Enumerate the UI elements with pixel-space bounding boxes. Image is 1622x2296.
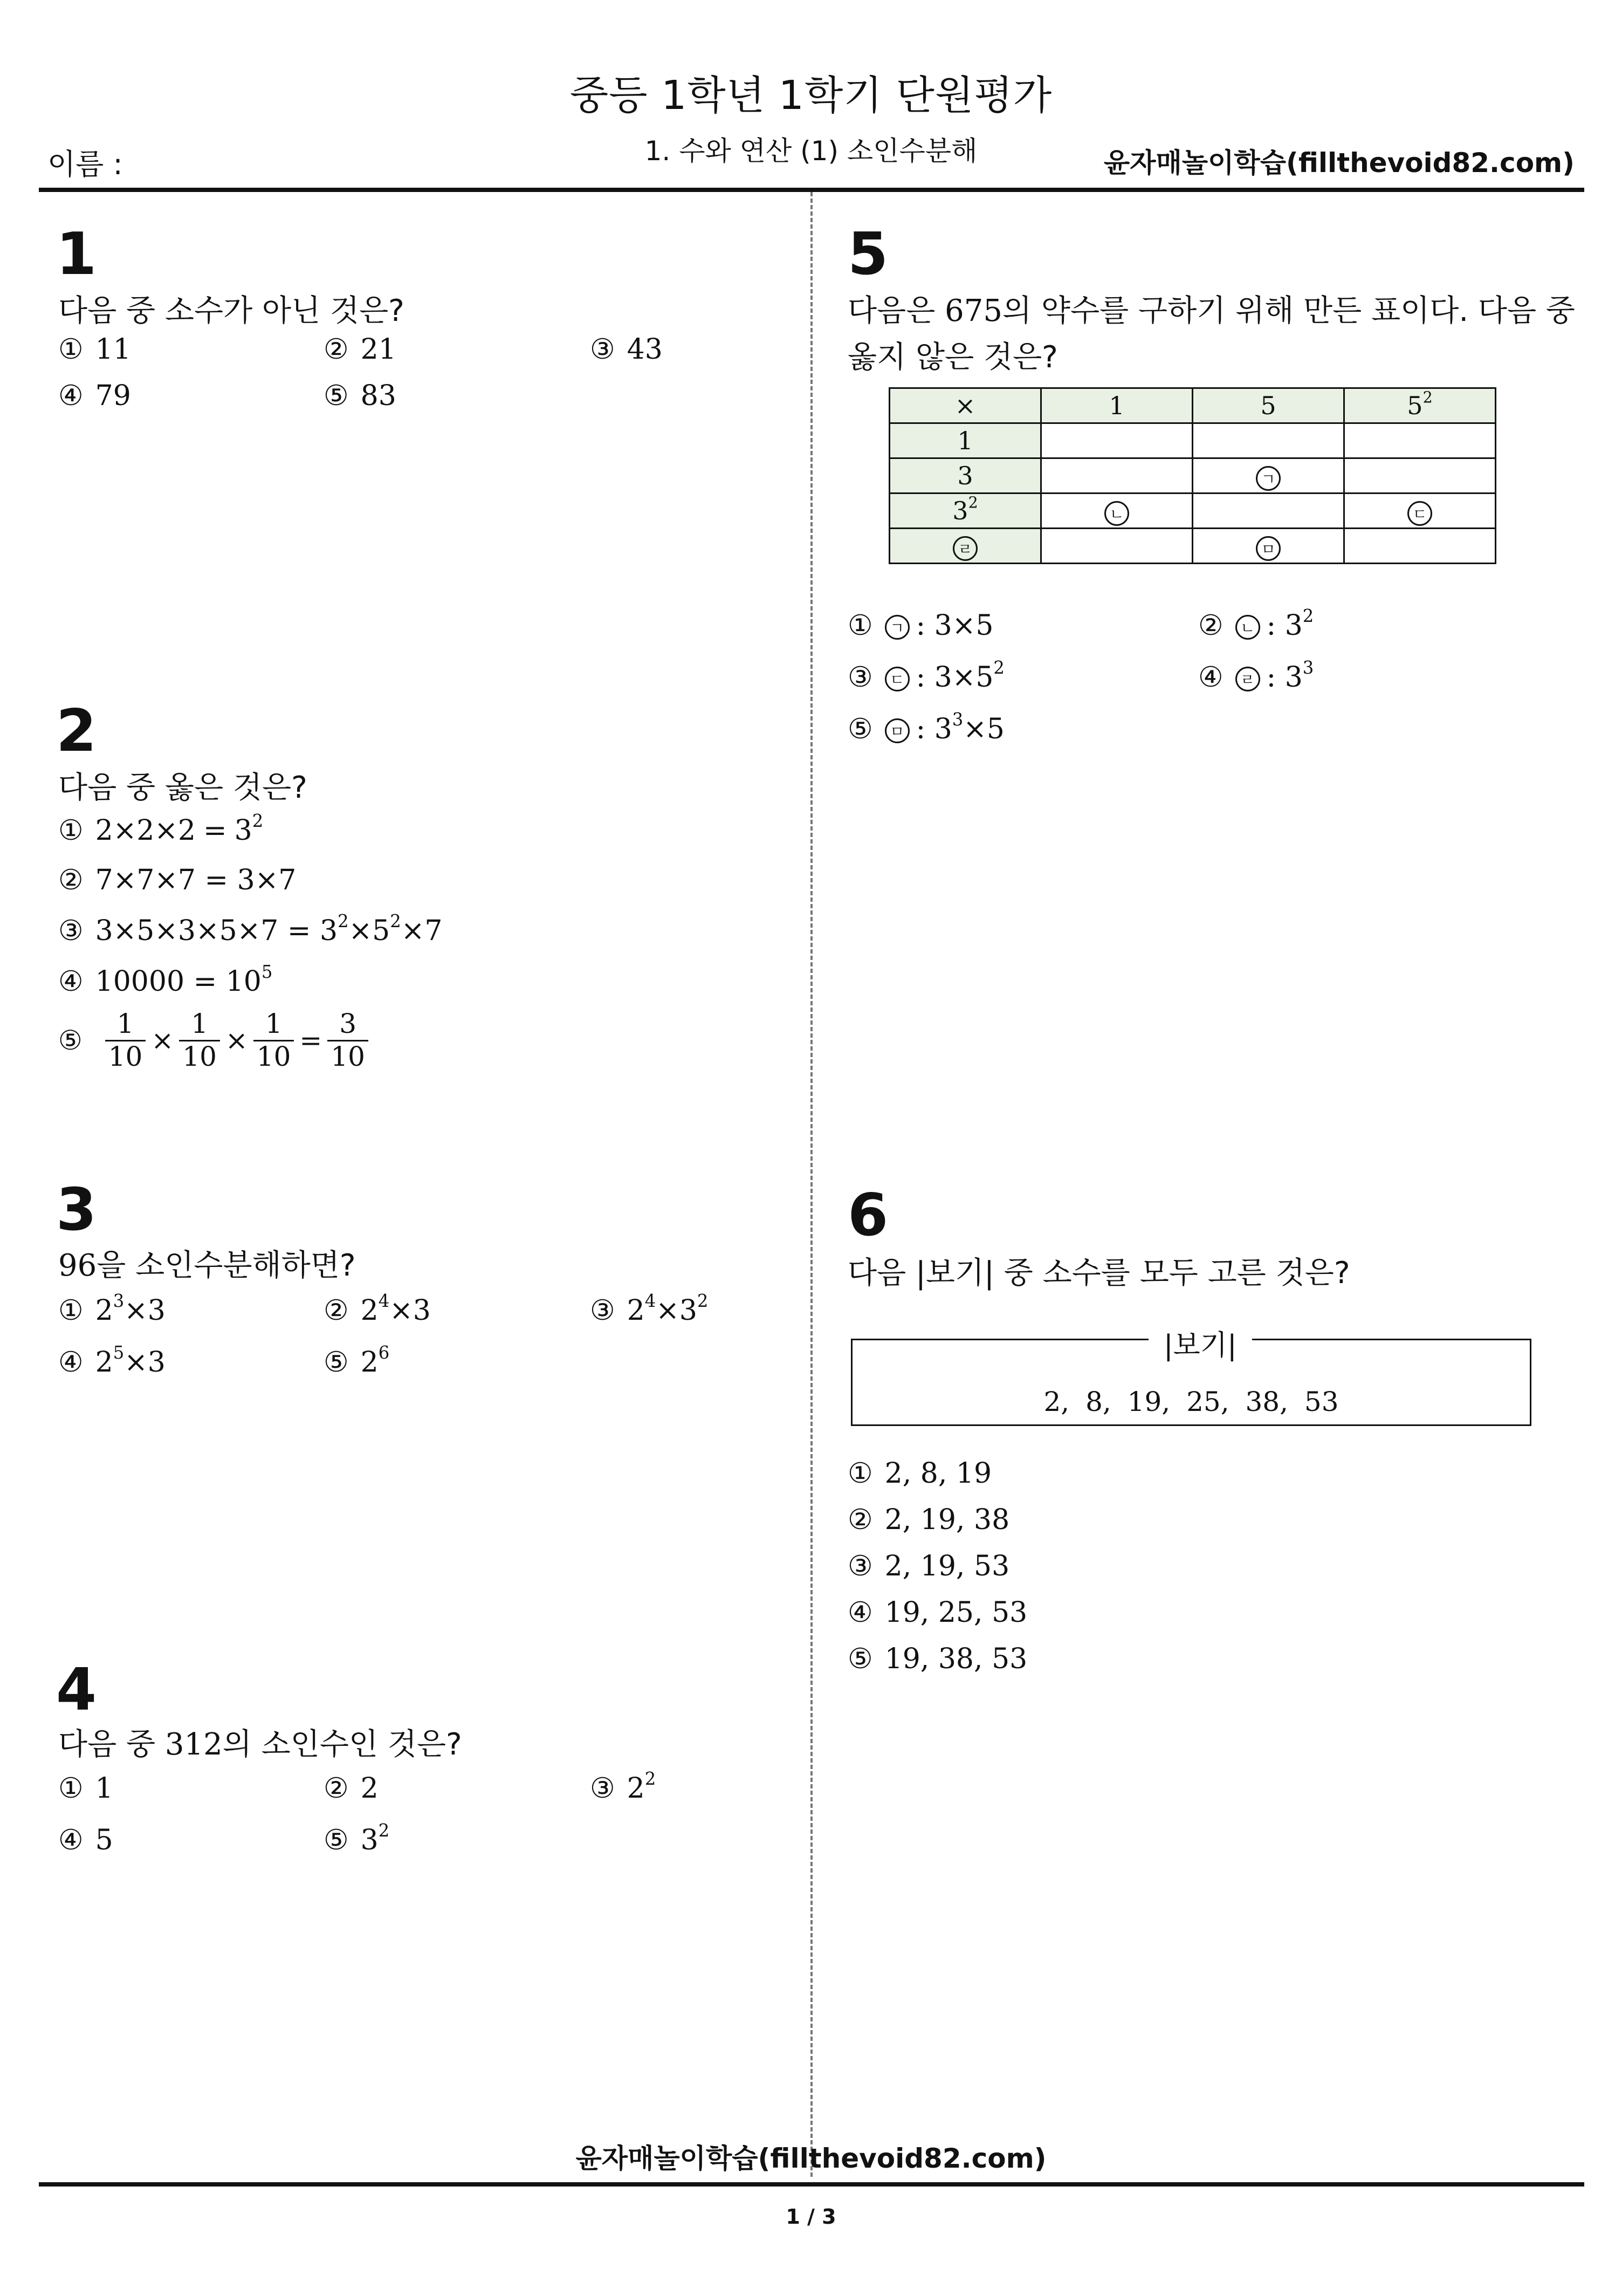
option-mark: ④ xyxy=(58,380,84,412)
symbol-mieum: ㅁ xyxy=(1256,536,1281,561)
option-mark: ③ xyxy=(590,333,615,366)
option-mark: ③ xyxy=(590,1772,615,1805)
option-lhs: 10000 = xyxy=(95,965,226,998)
problem-5-option-4[interactable]: ④ ㄹ : $3^3$ xyxy=(1198,657,1314,694)
option-text: 7×7×7 = 3×7 xyxy=(95,864,297,896)
problem-6-option-3[interactable] xyxy=(848,1550,1009,1582)
option-text: 19, 25, 53 xyxy=(884,1596,1028,1629)
option-text: 83 xyxy=(360,380,396,412)
table-col-header: 1 xyxy=(1041,388,1193,423)
table-row-header: 3 xyxy=(890,458,1041,494)
option-mark: ① xyxy=(848,609,873,642)
option-base: 3 xyxy=(319,915,338,947)
option-text: 79 xyxy=(95,380,131,412)
problem-2-number: 2 xyxy=(56,697,97,765)
problem-2-option-1[interactable] xyxy=(58,810,264,847)
problem-4-question: 다음 중 312의 소인수인 것은? xyxy=(58,1727,462,1762)
option-mark: ④ xyxy=(58,1824,84,1856)
page-number: 1 / 3 xyxy=(786,2205,836,2229)
name-label: 이름 : xyxy=(47,147,123,181)
option-mark: ① xyxy=(58,1772,84,1805)
option-mark: ③ xyxy=(590,1294,615,1327)
problem-6-option-5[interactable] xyxy=(848,1643,1027,1675)
table-cell xyxy=(1344,423,1496,458)
option-lhs: 2×2×2 xyxy=(95,814,196,847)
option-mark: ② xyxy=(324,1294,349,1327)
option-mark: ④ xyxy=(1198,661,1224,694)
symbol-digeut: ㄷ xyxy=(1407,501,1432,526)
problem-4-option-1[interactable]: ① 1 xyxy=(58,1772,113,1805)
symbol-nieun: ㄴ xyxy=(1104,501,1129,526)
option-base: 10 xyxy=(225,965,262,998)
problem-2-option-5[interactable] xyxy=(58,1009,370,1072)
table-col-header: $5^2$ xyxy=(1344,388,1496,423)
table-corner: × xyxy=(890,388,1041,423)
option-mark: ② xyxy=(848,1504,873,1536)
times-sign: × xyxy=(225,1025,248,1056)
divisor-table xyxy=(889,387,1496,564)
table-row-header: $3^2$ xyxy=(890,494,1041,529)
page-title: 중등 1학년 1학기 단원평가 xyxy=(569,72,1053,119)
problem-6-option-2[interactable] xyxy=(848,1504,1009,1536)
example-box-title: |보기| xyxy=(1149,1322,1252,1363)
option-equals: = xyxy=(203,814,227,847)
problem-5-number: 5 xyxy=(848,221,889,288)
problem-4-option-2[interactable]: ② 2 xyxy=(324,1772,379,1805)
table-row-header xyxy=(890,529,1041,564)
problem-4-option-5[interactable]: ⑤ $3^2$ xyxy=(324,1820,390,1856)
problem-2-option-4[interactable] xyxy=(58,961,273,998)
option-times: × xyxy=(348,915,373,947)
problem-3-option-3[interactable]: ③ $2^4\times 3^2$ xyxy=(590,1290,709,1327)
example-box-values: 2, 8, 19, 25, 38, 53 xyxy=(1043,1386,1339,1417)
equals-sign: = xyxy=(299,1025,322,1056)
table-cell xyxy=(1193,423,1344,458)
option-exponent: 2 xyxy=(252,810,264,831)
option-mark: ④ xyxy=(58,1346,84,1379)
table-cell xyxy=(1344,529,1496,564)
problem-1-option-4[interactable] xyxy=(58,380,131,412)
problem-6-question: 다음 |보기| 중 소수를 모두 고른 것은? xyxy=(848,1256,1350,1291)
option-mark: ② xyxy=(324,1772,349,1805)
problem-1-number: 1 xyxy=(56,221,97,288)
problem-1-option-1[interactable] xyxy=(58,333,131,366)
problem-4-option-4[interactable]: ④ 5 xyxy=(58,1824,113,1856)
unit-subtitle: 1. 수와 연산 (1) 소인수분해 xyxy=(644,135,978,167)
table-cell xyxy=(1041,458,1193,494)
problem-4-number: 4 xyxy=(56,1656,97,1724)
option-text: 21 xyxy=(360,333,396,366)
problem-1-question: 다음 중 소수가 아닌 것은? xyxy=(58,293,404,328)
table-cell xyxy=(1041,494,1193,529)
problem-5-option-1[interactable]: ① ㄱ : 3×5 xyxy=(848,609,994,642)
option-mark: ① xyxy=(848,1457,873,1490)
problem-3-option-1[interactable]: ① $2^3\times 3$ xyxy=(58,1290,166,1327)
table-cell xyxy=(1344,494,1496,529)
option-exponent: 2 xyxy=(390,910,401,931)
option-mark: ④ xyxy=(848,1596,873,1629)
problem-6-number: 6 xyxy=(848,1182,889,1249)
footer-rule xyxy=(39,2182,1584,2187)
problem-1-option-2[interactable] xyxy=(324,333,396,366)
problem-3-option-5[interactable]: ⑤ $2^6$ xyxy=(324,1342,390,1379)
option-mark: ② xyxy=(324,333,349,366)
problem-5-option-5[interactable]: ⑤ ㅁ : $3^3\times 5$ xyxy=(848,709,1005,745)
problem-1-option-5[interactable] xyxy=(324,380,396,412)
column-divider xyxy=(810,192,813,2177)
problem-3-option-2[interactable]: ② $2^4\times 3$ xyxy=(324,1290,431,1327)
option-mark: ④ xyxy=(58,965,84,998)
problem-5-question-line-2: 옳지 않은 것은? xyxy=(848,340,1058,375)
option-exponent: 5 xyxy=(261,961,273,982)
symbol-giyeok: ㄱ xyxy=(1256,466,1281,491)
problem-1-option-3[interactable] xyxy=(590,333,663,366)
option-text: 2, 19, 53 xyxy=(884,1550,1010,1582)
table-row-header: 1 xyxy=(890,423,1041,458)
option-mark: ⑤ xyxy=(324,1824,349,1856)
option-mark: ③ xyxy=(58,915,84,947)
option-lhs: 3×5×3×5×7 = xyxy=(95,915,320,947)
symbol-rieul: ㄹ xyxy=(953,536,978,561)
option-mark: ② xyxy=(58,864,84,896)
option-base: 5 xyxy=(372,915,390,947)
option-tail: ×7 xyxy=(401,915,443,947)
table-col-header: 5 xyxy=(1193,388,1344,423)
table-cell xyxy=(1344,458,1496,494)
option-mark: ② xyxy=(1198,609,1224,642)
fraction: $\frac{1}{10}$ xyxy=(105,1009,146,1072)
option-mark: ⑤ xyxy=(324,380,349,412)
problem-3-option-4[interactable]: ④ $2^5\times 3$ xyxy=(58,1342,166,1379)
brand-header: 윤자매놀이학습(fillthevoid82.com) xyxy=(1103,147,1575,179)
option-mark: ③ xyxy=(848,661,873,694)
option-mark: ⑤ xyxy=(848,713,873,745)
option-mark: ⑤ xyxy=(58,1025,83,1056)
table-cell xyxy=(1193,494,1344,529)
option-mark: ⑤ xyxy=(848,1643,873,1675)
option-mark: ③ xyxy=(848,1550,873,1582)
times-sign: × xyxy=(151,1025,174,1056)
header-rule xyxy=(39,188,1584,192)
problem-2-question: 다음 중 옳은 것은? xyxy=(58,770,307,805)
option-mark: ⑤ xyxy=(324,1346,349,1379)
option-text: 19, 38, 53 xyxy=(884,1643,1028,1675)
option-mark: ① xyxy=(58,1294,84,1327)
problem-5-option-3[interactable]: ③ ㄷ : $3\times 5^2$ xyxy=(848,657,1005,694)
option-base: 3 xyxy=(234,814,252,847)
fraction: $\frac{1}{10}$ xyxy=(253,1009,294,1072)
problem-5-question-line-1: 다음은 675의 약수를 구하기 위해 만든 표이다. 다음 중 xyxy=(848,293,1576,328)
option-text: 2, 8, 19 xyxy=(884,1457,992,1490)
table-cell xyxy=(1041,529,1193,564)
problem-2-option-3[interactable] xyxy=(58,910,443,947)
option-mark: ① xyxy=(58,814,84,847)
problem-3-number: 3 xyxy=(56,1176,97,1244)
brand-footer: 윤자매놀이학습(fillthevoid82.com) xyxy=(575,2143,1047,2174)
fraction-result: $\frac{3}{10}$ xyxy=(327,1009,368,1072)
problem-3-question: 96을 소인수분해하면? xyxy=(58,1248,356,1283)
option-text: 2, 19, 38 xyxy=(884,1504,1010,1536)
table-cell xyxy=(1041,423,1193,458)
option-exponent: 2 xyxy=(338,910,349,931)
problem-6-option-4[interactable] xyxy=(848,1596,1027,1629)
option-text: 43 xyxy=(627,333,663,366)
table-cell xyxy=(1193,458,1344,494)
option-mark: ① xyxy=(58,333,84,366)
problem-6-option-1[interactable] xyxy=(848,1457,992,1490)
option-text: 11 xyxy=(95,333,131,366)
problem-5-option-2[interactable]: ② ㄴ : $3^2$ xyxy=(1198,605,1314,642)
problem-2-option-2[interactable] xyxy=(58,864,296,896)
fraction: $\frac{1}{10}$ xyxy=(179,1009,220,1072)
table-cell xyxy=(1193,529,1344,564)
problem-4-option-3[interactable]: ③ $2^2$ xyxy=(590,1768,656,1805)
